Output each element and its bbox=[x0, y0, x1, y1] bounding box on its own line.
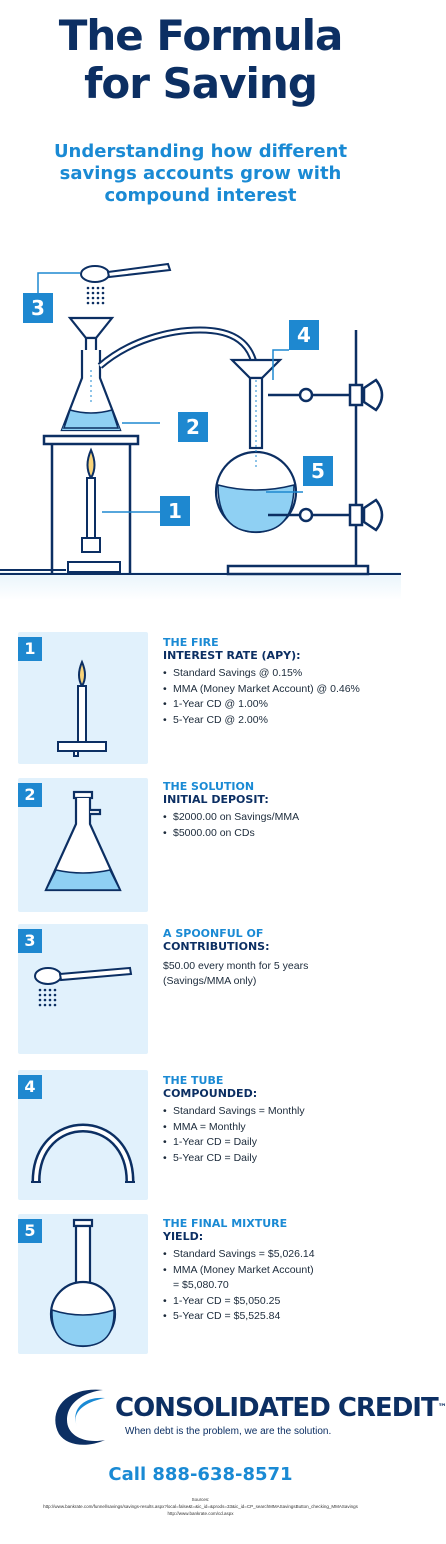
section-4-list bbox=[163, 1104, 393, 1166]
subtitle-line-2: savings accounts grow with bbox=[59, 163, 342, 184]
section-1-heading: THE FIRE bbox=[163, 636, 219, 649]
section-5-subheading: YIELD: bbox=[163, 1230, 204, 1243]
title-line-2: for Saving bbox=[84, 59, 317, 108]
section-3-subheading: CONTRIBUTIONS: bbox=[163, 940, 270, 953]
section-3-text bbox=[163, 959, 393, 989]
section-2-heading: THE SOLUTION bbox=[163, 780, 255, 793]
logo-wordmark bbox=[115, 1394, 446, 1422]
list-item: • $2000.00 on Savings/MMA bbox=[163, 810, 393, 826]
scene-label-2: 2 bbox=[178, 412, 208, 442]
section-5-heading: THE FINAL MIXTURE bbox=[163, 1217, 288, 1230]
list-item bbox=[163, 1263, 393, 1294]
source-link-1[interactable]: http://www.bankrate.com/funnel/savings/savings-results.aspx?local=false&t=&ic_id=&prods=33&ic_id=CP_searchMMASavingsButton_checking_MMASavings bbox=[43, 1504, 358, 1509]
section-1-number: 1 bbox=[18, 637, 42, 661]
title-line-1: The Formula bbox=[58, 11, 343, 60]
section-2-subheading: INITIAL DEPOSIT: bbox=[163, 793, 269, 806]
list-item: • 1-Year CD @ 1.00% bbox=[163, 697, 393, 713]
list-item: • 1-Year CD = $5,050.25 bbox=[163, 1294, 393, 1310]
section-4-number: 4 bbox=[18, 1075, 42, 1099]
list-item: • Standard Savings = Monthly bbox=[163, 1104, 393, 1120]
scene-label-4: 4 bbox=[289, 320, 319, 350]
list-item: • 5-Year CD @ 2.00% bbox=[163, 713, 393, 729]
scene-label-3: 3 bbox=[23, 293, 53, 323]
section-2-list bbox=[163, 810, 393, 841]
section-3-text-line-1: $50.00 every month for 5 years bbox=[163, 960, 309, 972]
section-2-info bbox=[163, 780, 393, 841]
swoosh-logo-icon bbox=[45, 1382, 125, 1452]
page-title bbox=[0, 12, 401, 108]
logo-text: CONSOLIDATED CREDIT bbox=[115, 1393, 438, 1423]
phone-number[interactable]: Call 888-638-8571 bbox=[108, 1464, 293, 1485]
page-subtitle bbox=[20, 141, 381, 207]
list-item: • 1-Year CD = Daily bbox=[163, 1135, 393, 1151]
sources bbox=[10, 1496, 391, 1517]
source-link-2[interactable]: http://www.bankrate.com/cd.aspx bbox=[167, 1511, 234, 1516]
section-1-list bbox=[163, 666, 393, 728]
section-5-list bbox=[163, 1247, 393, 1325]
lab-scene-illustration bbox=[0, 230, 401, 600]
list-item-text: MMA (Money Market Account) bbox=[173, 1263, 314, 1276]
scene-label-5: 5 bbox=[303, 456, 333, 486]
list-item: • Standard Savings = $5,026.14 bbox=[163, 1247, 393, 1263]
section-4-heading: THE TUBE bbox=[163, 1074, 224, 1087]
section-2-number: 2 bbox=[18, 783, 42, 807]
list-item: • 5-Year CD = Daily bbox=[163, 1151, 393, 1167]
list-item: • $5000.00 on CDs bbox=[163, 826, 393, 842]
section-3-text-line-2: (Savings/MMA only) bbox=[163, 975, 257, 987]
section-3-number: 3 bbox=[18, 929, 42, 953]
sources-label: Sources: bbox=[191, 1497, 210, 1502]
section-4-info bbox=[163, 1074, 393, 1166]
section-5-number: 5 bbox=[18, 1219, 42, 1243]
list-item: • Standard Savings @ 0.15% bbox=[163, 666, 393, 682]
list-item: • 5-Year CD = $5,525.84 bbox=[163, 1309, 393, 1325]
section-3-heading: A SPOONFUL OF bbox=[163, 927, 264, 940]
logo-tagline: When debt is the problem, we are the solution. bbox=[125, 1426, 332, 1437]
section-1-subheading: INTEREST RATE (APY): bbox=[163, 649, 301, 662]
subtitle-line-1: Understanding how different bbox=[53, 141, 348, 162]
scene-label-1: 1 bbox=[160, 496, 190, 526]
list-item: • MMA (Money Market Account) @ 0.46% bbox=[163, 682, 393, 698]
section-3-info bbox=[163, 927, 393, 989]
trademark-symbol: ™ bbox=[437, 1403, 446, 1413]
section-5-info bbox=[163, 1217, 393, 1325]
consolidated-credit-logo bbox=[45, 1382, 446, 1452]
subtitle-line-3: compound interest bbox=[104, 185, 297, 206]
list-item-continuation: = $5,080.70 bbox=[173, 1279, 229, 1291]
list-item: • MMA = Monthly bbox=[163, 1120, 393, 1136]
section-4-subheading: COMPOUNDED: bbox=[163, 1087, 258, 1100]
section-1-info bbox=[163, 636, 393, 728]
